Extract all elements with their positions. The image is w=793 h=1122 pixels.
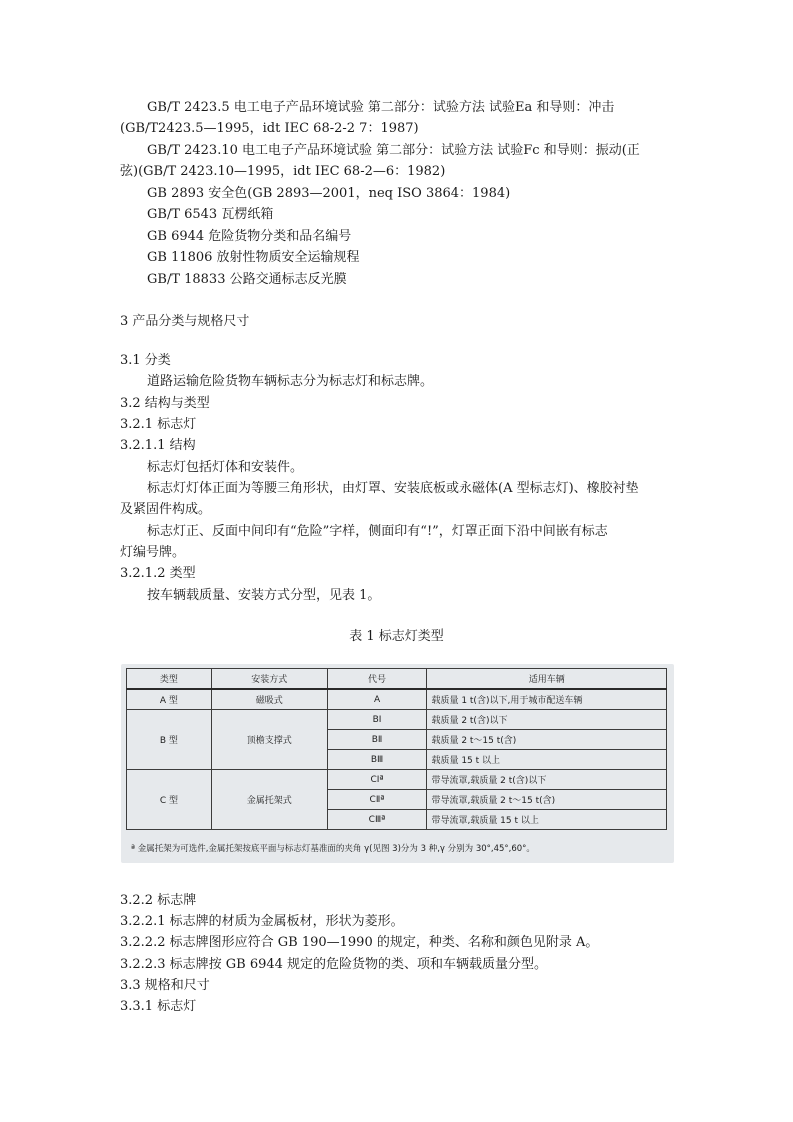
- cell-vehicle: 载质量 15 t 以上: [427, 750, 667, 770]
- header-code: 代号: [327, 669, 427, 690]
- cell-vehicle: 带导流罩,载质量 15 t 以上: [427, 810, 667, 830]
- table-caption: 表 1 标志灯类型: [349, 629, 444, 644]
- section-3-3-1-heading: 3.3.1 标志灯: [120, 999, 197, 1014]
- table-scan: [121, 664, 674, 863]
- cell-code: BⅢ: [327, 750, 427, 770]
- cell-mount: 磁吸式: [211, 689, 327, 710]
- table-row: [127, 770, 667, 790]
- section-3-2-heading: 3.2 结构与类型: [120, 396, 210, 411]
- paragraph-lamp-types: 按车辆载质量、安装方式分型，见表 1。: [147, 588, 381, 603]
- paragraph-lamp-marking: 标志灯正、反面中间印有“危险”字样，侧面印有“!”，灯罩正面下沿中间嵌有标志: [147, 524, 608, 539]
- standard-gb6944: GB 6944 危险货物分类和品名编号: [147, 229, 352, 244]
- section-3-1-text: 道路运输危险货物车辆标志分为标志灯和标志牌。: [147, 374, 434, 389]
- clause-3-2-2-3: 3.2.2.3 标志牌按 GB 6944 规定的危险货物的类、项和车辆载质量分型。: [120, 957, 548, 972]
- cell-type: B 型: [127, 710, 212, 770]
- cell-code: BⅡ: [327, 730, 427, 750]
- cell-code: CⅡª: [327, 790, 427, 810]
- cell-code: CⅠª: [327, 770, 427, 790]
- section-3-1-heading: 3.1 分类: [120, 353, 171, 368]
- standard-gb11806: GB 11806 放射性物质安全运输规程: [147, 250, 360, 265]
- section-3-2-1-heading: 3.2.1 标志灯: [120, 417, 197, 432]
- cell-vehicle: 载质量 2 t～15 t(含): [427, 730, 667, 750]
- cell-vehicle: 带导流罩,载质量 2 t～15 t(含): [427, 790, 667, 810]
- cell-code: A: [327, 689, 427, 710]
- header-vehicle: 适用车辆: [427, 669, 667, 690]
- header-mount: 安装方式: [211, 669, 327, 690]
- cell-vehicle: 载质量 2 t(含)以下: [427, 710, 667, 730]
- standard-gbt2423-5-cont: (GB/T2423.5—1995，idt IEC 68-2-2 7：1987): [120, 121, 419, 136]
- cell-mount: 顶檐支撑式: [211, 710, 327, 770]
- cell-vehicle: 带导流罩,载质量 2 t(含)以下: [427, 770, 667, 790]
- standard-gbt2423-10: GB/T 2423.10 电工电子产品环境试验 第二部分：试验方法 试验Fc 和导则：振动(正: [147, 143, 640, 158]
- standard-gbt2423-10-cont: 弦)(GB/T 2423.10—1995，idt IEC 68-2—6：1982): [120, 164, 446, 179]
- section-3-heading: 3 产品分类与规格尺寸: [120, 314, 250, 329]
- cell-code: CⅢª: [327, 810, 427, 830]
- header-type: 类型: [127, 669, 212, 690]
- section-3-2-2-heading: 3.2.2 标志牌: [120, 893, 197, 908]
- cell-type: C 型: [127, 770, 212, 830]
- cell-vehicle: 载质量 1 t(含)以下,用于城市配送车辆: [427, 689, 667, 710]
- section-3-2-1-1-heading: 3.2.1.1 结构: [120, 438, 196, 453]
- paragraph-lamp-body-cont: 及紧固件构成。: [120, 502, 212, 517]
- clause-3-2-2-1: 3.2.2.1 标志牌的材质为金属板材，形状为菱形。: [120, 914, 404, 929]
- section-3-2-1-2-heading: 3.2.1.2 类型: [120, 566, 196, 581]
- standard-gbt18833: GB/T 18833 公路交通标志反光膜: [147, 272, 347, 287]
- clause-3-2-2-2: 3.2.2.2 标志牌图形应符合 GB 190—1990 的规定，种类、名称和颜色见附录 A。: [120, 935, 599, 950]
- cell-type: A 型: [127, 689, 212, 710]
- standard-gbt6543: GB/T 6543 瓦楞纸箱: [147, 207, 274, 222]
- table-footnote: ª 金属托架为可选件,金属托架按底平面与标志灯基准面的夹角 γ(见图 3)分为 3 种,γ 分别为 30°,45°,60°。: [131, 844, 535, 854]
- cell-mount: 金属托架式: [211, 770, 327, 830]
- paragraph-lamp-marking-cont: 灯编号牌。: [120, 545, 186, 560]
- table-row: [127, 689, 667, 710]
- table-row: [127, 710, 667, 730]
- lamp-type-table: [126, 668, 667, 830]
- standard-gbt2423-5: GB/T 2423.5 电工电子产品环境试验 第二部分：试验方法 试验Ea 和导则：冲击: [147, 100, 615, 115]
- standard-gb2893: GB 2893 安全色(GB 2893—2001，neq ISO 3864：1984): [147, 186, 511, 201]
- paragraph-lamp-body: 标志灯灯体正面为等腰三角形状，由灯罩、安装底板或永磁体(A 型标志灯)、橡胶衬垫: [147, 481, 639, 496]
- section-3-3-heading: 3.3 规格和尺寸: [120, 978, 210, 993]
- cell-code: BⅠ: [327, 710, 427, 730]
- paragraph-lamp-parts: 标志灯包括灯体和安装件。: [147, 460, 304, 475]
